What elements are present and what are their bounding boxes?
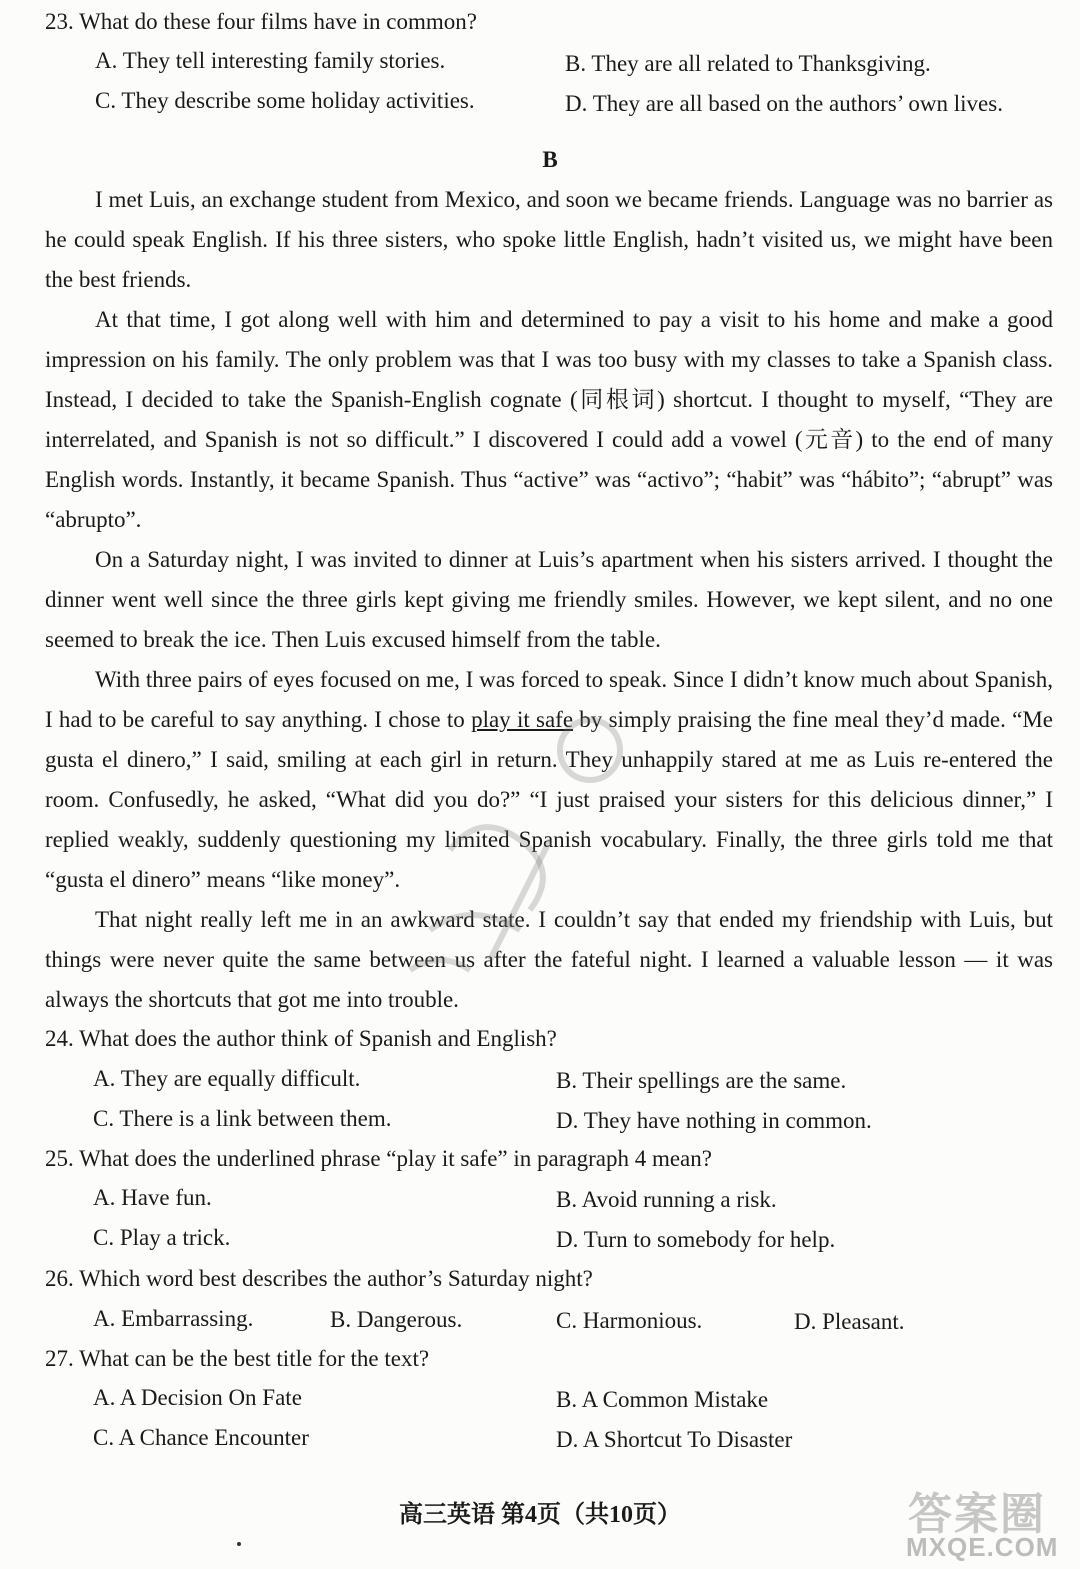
q25-option-b: B. Avoid running a risk. <box>556 1187 777 1212</box>
watermark-logo <box>900 1478 1075 1566</box>
question-25: 25. What does the underlined phrase “play it safe” in paragraph 4 mean? <box>45 1146 712 1171</box>
q24-option-c: C. There is a link between them. <box>93 1106 392 1131</box>
q26-option-d: D. Pleasant. <box>794 1309 905 1334</box>
watermark-url: MXQE.COM <box>906 1532 1059 1562</box>
q24-option-a: A. They are equally difficult. <box>93 1066 361 1091</box>
q23-option-c: C. They describe some holiday activities. <box>95 88 475 113</box>
q23-option-b: B. They are all related to Thanksgiving. <box>565 51 931 76</box>
q23-option-d: D. They are all based on the authors’ own lives. <box>565 91 1003 116</box>
question-27: 27. What can be the best title for the text? <box>45 1346 430 1371</box>
question-26: 26. Which word best describes the author’s Saturday night? <box>45 1266 593 1291</box>
q24-option-d: D. They have nothing in common. <box>556 1108 872 1133</box>
passage-paragraph-2: At that time, I got along well with him and determined to pay a visit to his home and make a good impression on his family. The only problem was that I was too busy with my classes to take a Spanish class. Instead, I decided to take the Spanish-English cognate (同根词) shortcut. I thought to myself, “They are interrelated, and Spanish is not so difficult.” I discovered I could add a vowel (元音) to the end of many English words. Instantly, it became Spanish. Thus “active” was “activo”; “habit” was “hábito”; “abrupt” was “abrupto”. <box>45 307 1054 532</box>
question-23: 23. What do these four films have in common? <box>45 9 478 34</box>
q25-option-d: D. Turn to somebody for help. <box>556 1227 836 1252</box>
q24-option-b: B. Their spellings are the same. <box>556 1068 847 1093</box>
q25-option-c: C. Play a trick. <box>93 1225 231 1250</box>
q25-option-a: A. Have fun. <box>93 1185 212 1210</box>
p4-text-after: by simply praising the fine meal they’d made. “Me gusta el dinero,” I said, smiling at each girl in return. They unhappily stared at me as Luis re-entered the room. Confusedly, he asked, “What did you do?” “I just praised your sisters for this delicious dinner,” I replied weakly, suddenly questioning my limited Spanish vocabulary. Finally, the three girls told me that “gusta el dinero” means “like money”. <box>45 707 1053 892</box>
stray-dot <box>237 1542 241 1546</box>
q23-option-a: A. They tell interesting family stories. <box>95 48 446 73</box>
question-24: 24. What does the author think of Spanish and English? <box>45 1026 557 1051</box>
page-footer: 高三英语 第4页（共10页） <box>399 1502 681 1528</box>
passage-paragraph-3: On a Saturday night, I was invited to dinner at Luis’s apartment when his sisters arrived. I thought the dinner went well since the three girls kept giving me friendly smiles. However, we kept silent, and no one seemed to break the ice. Then Luis excused himself from the table. <box>45 547 1053 652</box>
stamp-watermark-icon <box>390 700 650 990</box>
q26-option-c: C. Harmonious. <box>556 1308 703 1333</box>
watermark-brand: 答案圈 <box>908 1490 1046 1539</box>
passage-paragraph-1: I met Luis, an exchange student from Mexico, and soon we became friends. Language was no barrier as he could speak English. If his three sisters, who spoke little English, hadn’t visited us, we might have been the best friends. <box>45 187 1053 292</box>
q27-option-d: D. A Shortcut To Disaster <box>556 1427 793 1452</box>
q27-option-c: C. A Chance Encounter <box>93 1425 309 1450</box>
underlined-phrase: play it safe <box>471 707 574 732</box>
p4-text-before: With three pairs of eyes focused on me, I was forced to speak. Since I didn’t know much about Spanish, I had to be careful to say anything. I chose to <box>45 667 1053 732</box>
q27-option-a: A. A Decision On Fate <box>93 1385 302 1410</box>
q26-option-a: A. Embarrassing. <box>93 1306 254 1331</box>
section-heading-b: B <box>542 147 558 172</box>
passage-paragraph-5: That night really left me in an awkward state. I couldn’t say that ended my friendship with Luis, but things were never quite the same between us after the fateful night. I learned a valuable lesson — it was always the shortcuts that got me into trouble. <box>45 907 1053 1012</box>
q27-option-b: B. A Common Mistake <box>556 1387 769 1412</box>
q26-option-b: B. Dangerous. <box>330 1307 463 1332</box>
